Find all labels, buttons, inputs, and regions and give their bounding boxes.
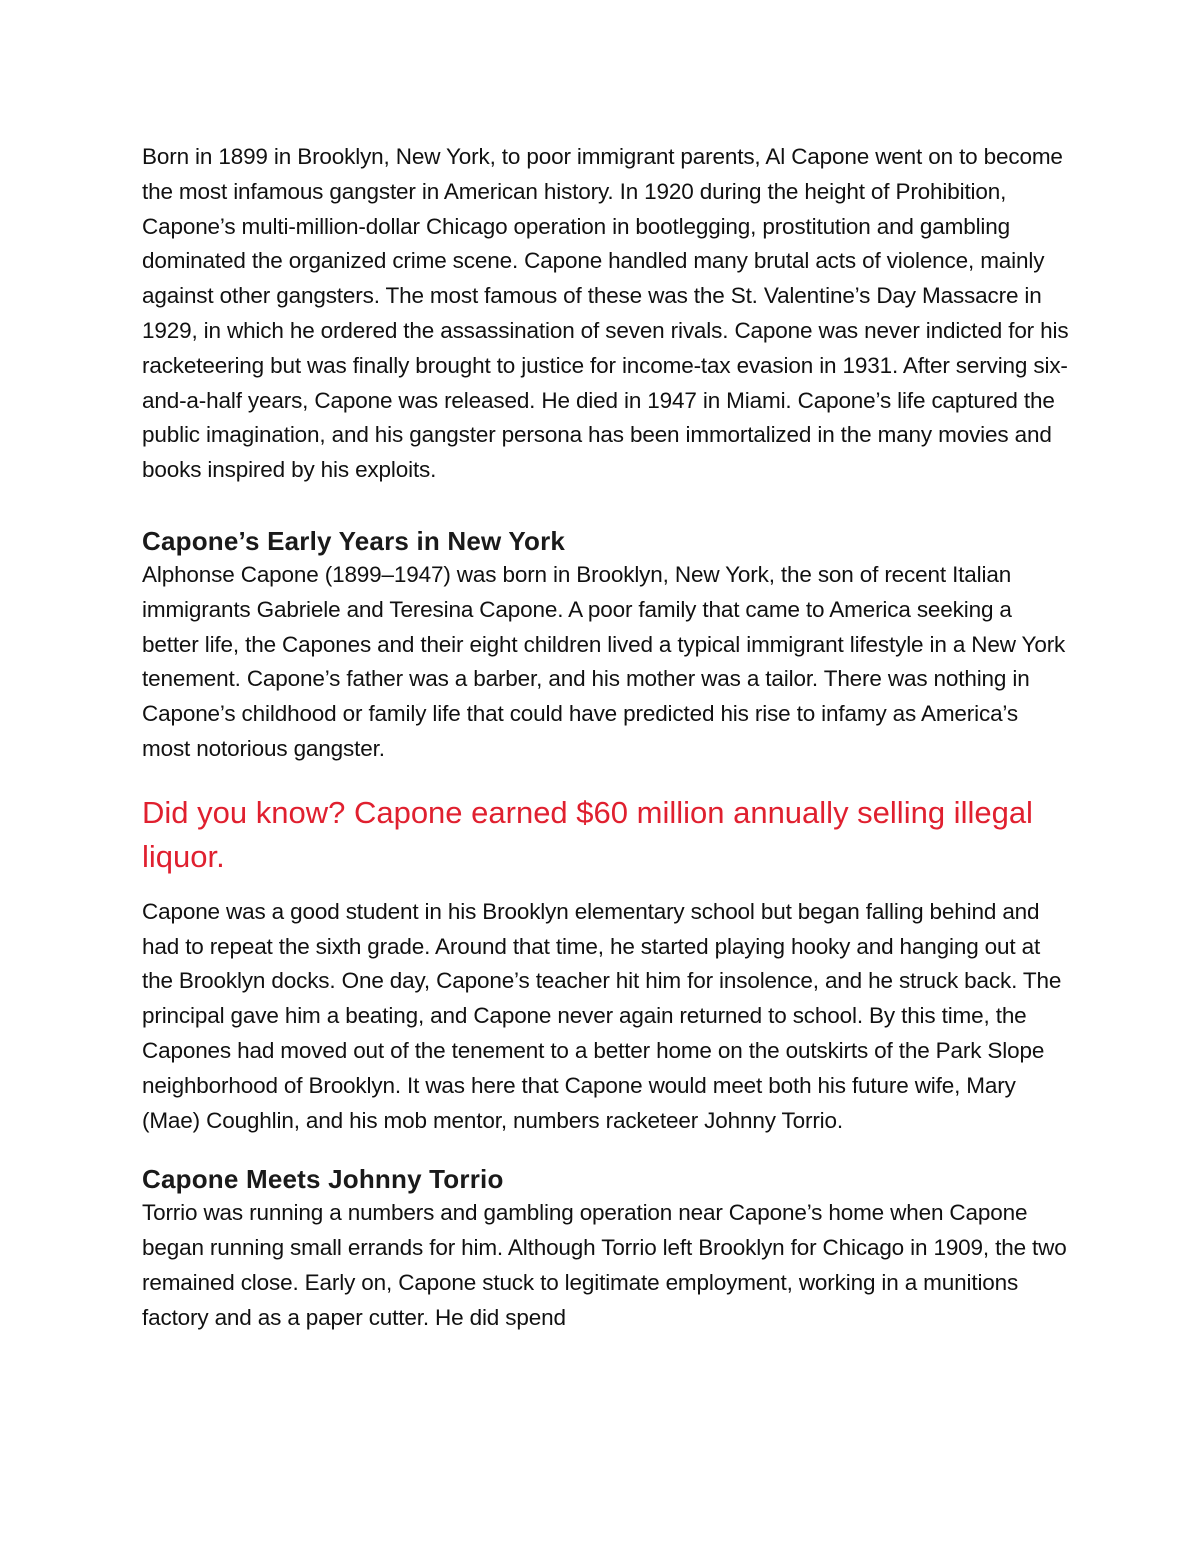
school-years-paragraph: Capone was a good student in his Brooklyn elementary school but began falling behind and had to repeat the sixth grade. Around that time, he started playing hooky and hanging out at the Brooklyn docks. One day, Capone’s teacher hit him for insolence, and he struck back. The principal gave him a beating, and Capone never again returned to school. By this time, the Capones had moved out of the tenement to a better home on the outskirts of the Park Slope neighborhood of Brooklyn. It was here that Capone would meet both his future wife, Mary (Mae) Coughlin, and his mob mentor, numbers racketeer Johnny Torrio. [142,898,1062,1133]
johnny-torrio-paragraph: Torrio was running a numbers and gambling operation near Capone’s home when Capone began running small errands for him. Although Torrio left Brooklyn for Chicago in 1909, the two remained close. Early on, Capone stuck to legitimate employment, working in a munitions factory and as a paper cutter. He did spend [142,1200,1067,1330]
early-years-paragraph: Alphonse Capone (1899–1947) was born in Brooklyn, New York, the son of recent Italian immigrants Gabriele and Teresina Capone. A poor family that came to America seeking a better life, the Capones and their eight children lived a typical immigrant lifestyle in a New York tenement. Capone’s father was a barber, and his mother was a tailor. There was nothing in Capone’s childhood or family life that could have predicted his rise to infamy as America’s most notorious gangster. [142,561,1066,761]
section-heading-johnny-torrio: Capone Meets Johnny Torrio [142,1164,504,1195]
section-heading-early-years: Capone’s Early Years in New York [142,525,566,556]
document-page [142,140,1072,1336]
intro-paragraph: Born in 1899 in Brooklyn, New York, to poor immigrant parents, Al Capone went on to become the most infamous gangster in American history. In 1920 during the height of Prohibition, Capone’s multi-million-dollar Chicago operation in bootlegging, prostitution and gambling dominated the organized crime scene. Capone handled many brutal acts of violence, mainly against other gangsters. The most famous of these was the St. Valentine’s Day Massacre in 1929, in which he ordered the assassination of seven rivals. Capone was never indicted for his racketeering but was finally brought to justice for income-tax evasion in 1931. After serving six-and-a-half years, Capone was released. He died in 1947 in Miami. Capone’s life captured the public imagination, and his gangster persona has been immortalized in the many movies and books inspired by his exploits. [142,144,1069,483]
did-you-know-callout: Did you know? Capone earned $60 million annually selling illegal liquor. [142,794,1033,874]
